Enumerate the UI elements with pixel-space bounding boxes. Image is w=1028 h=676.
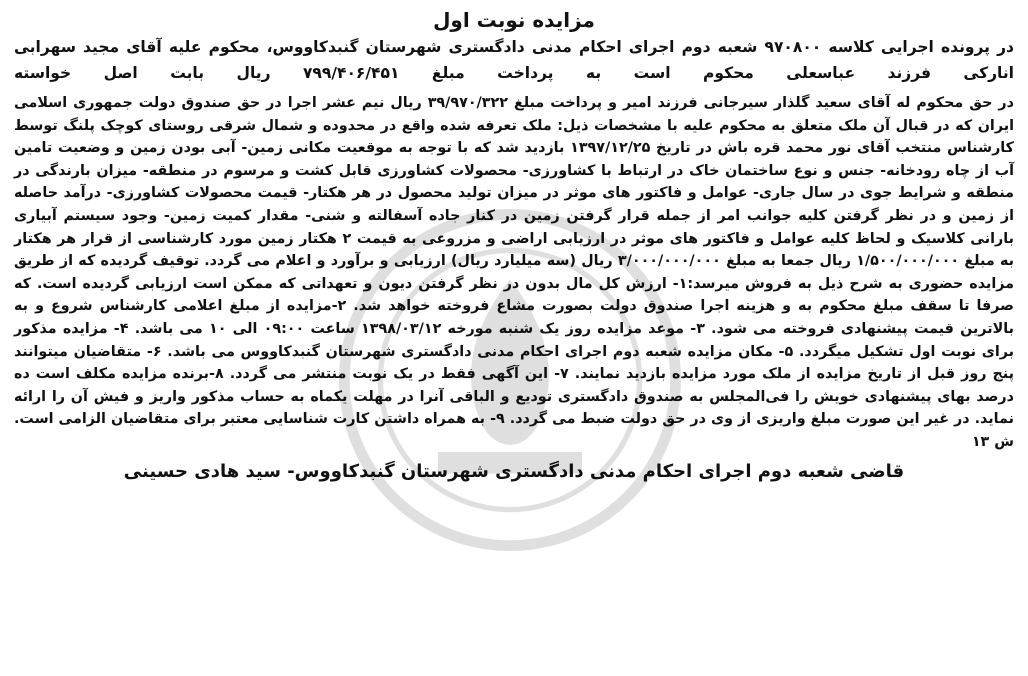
notice-title: مزایده نوبت اول (433, 8, 595, 32)
notice-intro: در پرونده اجرایی کلاسه ۹۷۰۸۰۰ شعبه دوم اجرای احکام مدنی دادگستری شهرستان گنبدکاووس، محکوم علیه آقای مجید سهرابی اناركی فرزند عباسعلی محکوم است به پرداخت مبلغ ۷۹۹/۴۰۶/۴۵۱ ریال بابت اصل خواسته (14, 38, 1014, 82)
notice-body: در حق محکوم له آقای سعید گلذار سیرجانی فرزند امیر و پرداخت مبلغ ۳۹/۹۷۰/۳۲۲ ریال نیم عشر اجرا در حق صندوق دولت جمهوری اسلامی ایران که در قبال آن ملک متعلق به محکوم علیه با مشخصات ذیل: ملک تعرفه شده واقع در محدوده و شمال شرقی روستای کوچک پلنگ توسط کارشناس منتخب آقای نور محمد قره باش در تاریخ ۱۳۹۷/۱۲/۲۵ بازدید شد که با توجه به موقعیت مکانی زمین- آبی بودن زمین و وضعیت تامین آب از چاه رودخانه- جنس و نوع ساختمان خاک در ارتباط با کشاورزی- محصولات کشاورزی قابل کشت و مرسوم در منطقه- میزان بارندگی در منطقه و شرایط جوی در سال جاری- عوامل و فاکتور های موثر در میزان تولید محصول در هر هکتار- قیمت محصولات کشاورزی- درآمد حاصله از زمین و در نظر گرفتن کلیه جوانب امر از جمله قرار گرفتن زمین در کنار جاده آسفالته و شنی- مقدار کمیت زمین- وجود سیستم آبیاری بارانی کلاسیک و لحاظ کلیه عوامل و فاکتور های موثر در ارزیابی اراضی و مزروعی به قیمت ۲ هکتار زمین مورد کارشناسی از قرار هر هکتار به مبلغ ۱/۵۰۰/۰۰۰/۰۰۰ ریال جمعا به مبلغ ۳/۰۰۰/۰۰۰/۰۰۰ ریال (سه میلیارد ریال) ارزیابی و برآورد و اعلام می گردد. توقیف گردیده که از طریق مزایده حضوری به شرح ذیل به فروش میرسد:۱- ارزش کل مال بدون در نظر گرفتن دیون و تعهداتی که ممکن است ارزیابی گردیده است. که صرفا تا سقف مبلغ محکوم به و هزینه اجرا صندوق دولت بصورت مشاع فروخته خواهد شد. ۲-مزایده از مبلغ اعلامی کارشناس شروع و به بالاترین قیمت پیشنهادی فروخته می شود. ۳- موعد مزایده روز یک شنبه مورخه ۱۳۹۸/۰۳/۱۲ ساعت ۰۹:۰۰ الی ۱۰ می باشد. ۴- مزایده مذکور برای نوبت اول تشکیل میگردد. ۵- مکان مزایده شعبه دوم اجرای احکام مدنی دادگستری شهرستان گنبدکاووس می باشد. ۶- متقاضیان میتوانند پنج روز قبل از تاریخ مزایده از ملک مورد مزایده بازدید نمایند. ۷- این آگهی فقط در یک نوبت منتشر می گردد. ۸-برنده مزایده مکلف است ده درصد بهای پیشنهادی خویش را فی‌المجلس به صندوق دادگستری تودیع و الباقی آنرا در مهلت یکماه به حساب مذکور واریز و فیش آن را ارائه نماید. در غیر این صورت مبلغ واریزی از وی در حق دولت ضبط می گردد. ۹- به همراه داشتن کارت شناسایی معتبر برای متقاضیان الزامی است. ش ۱۳ (14, 95, 1014, 450)
notice-signature: قاضی شعبه دوم اجرای احکام مدنی دادگستری شهرستان گنبدکاووس- سید هادی حسینی (123, 460, 905, 482)
